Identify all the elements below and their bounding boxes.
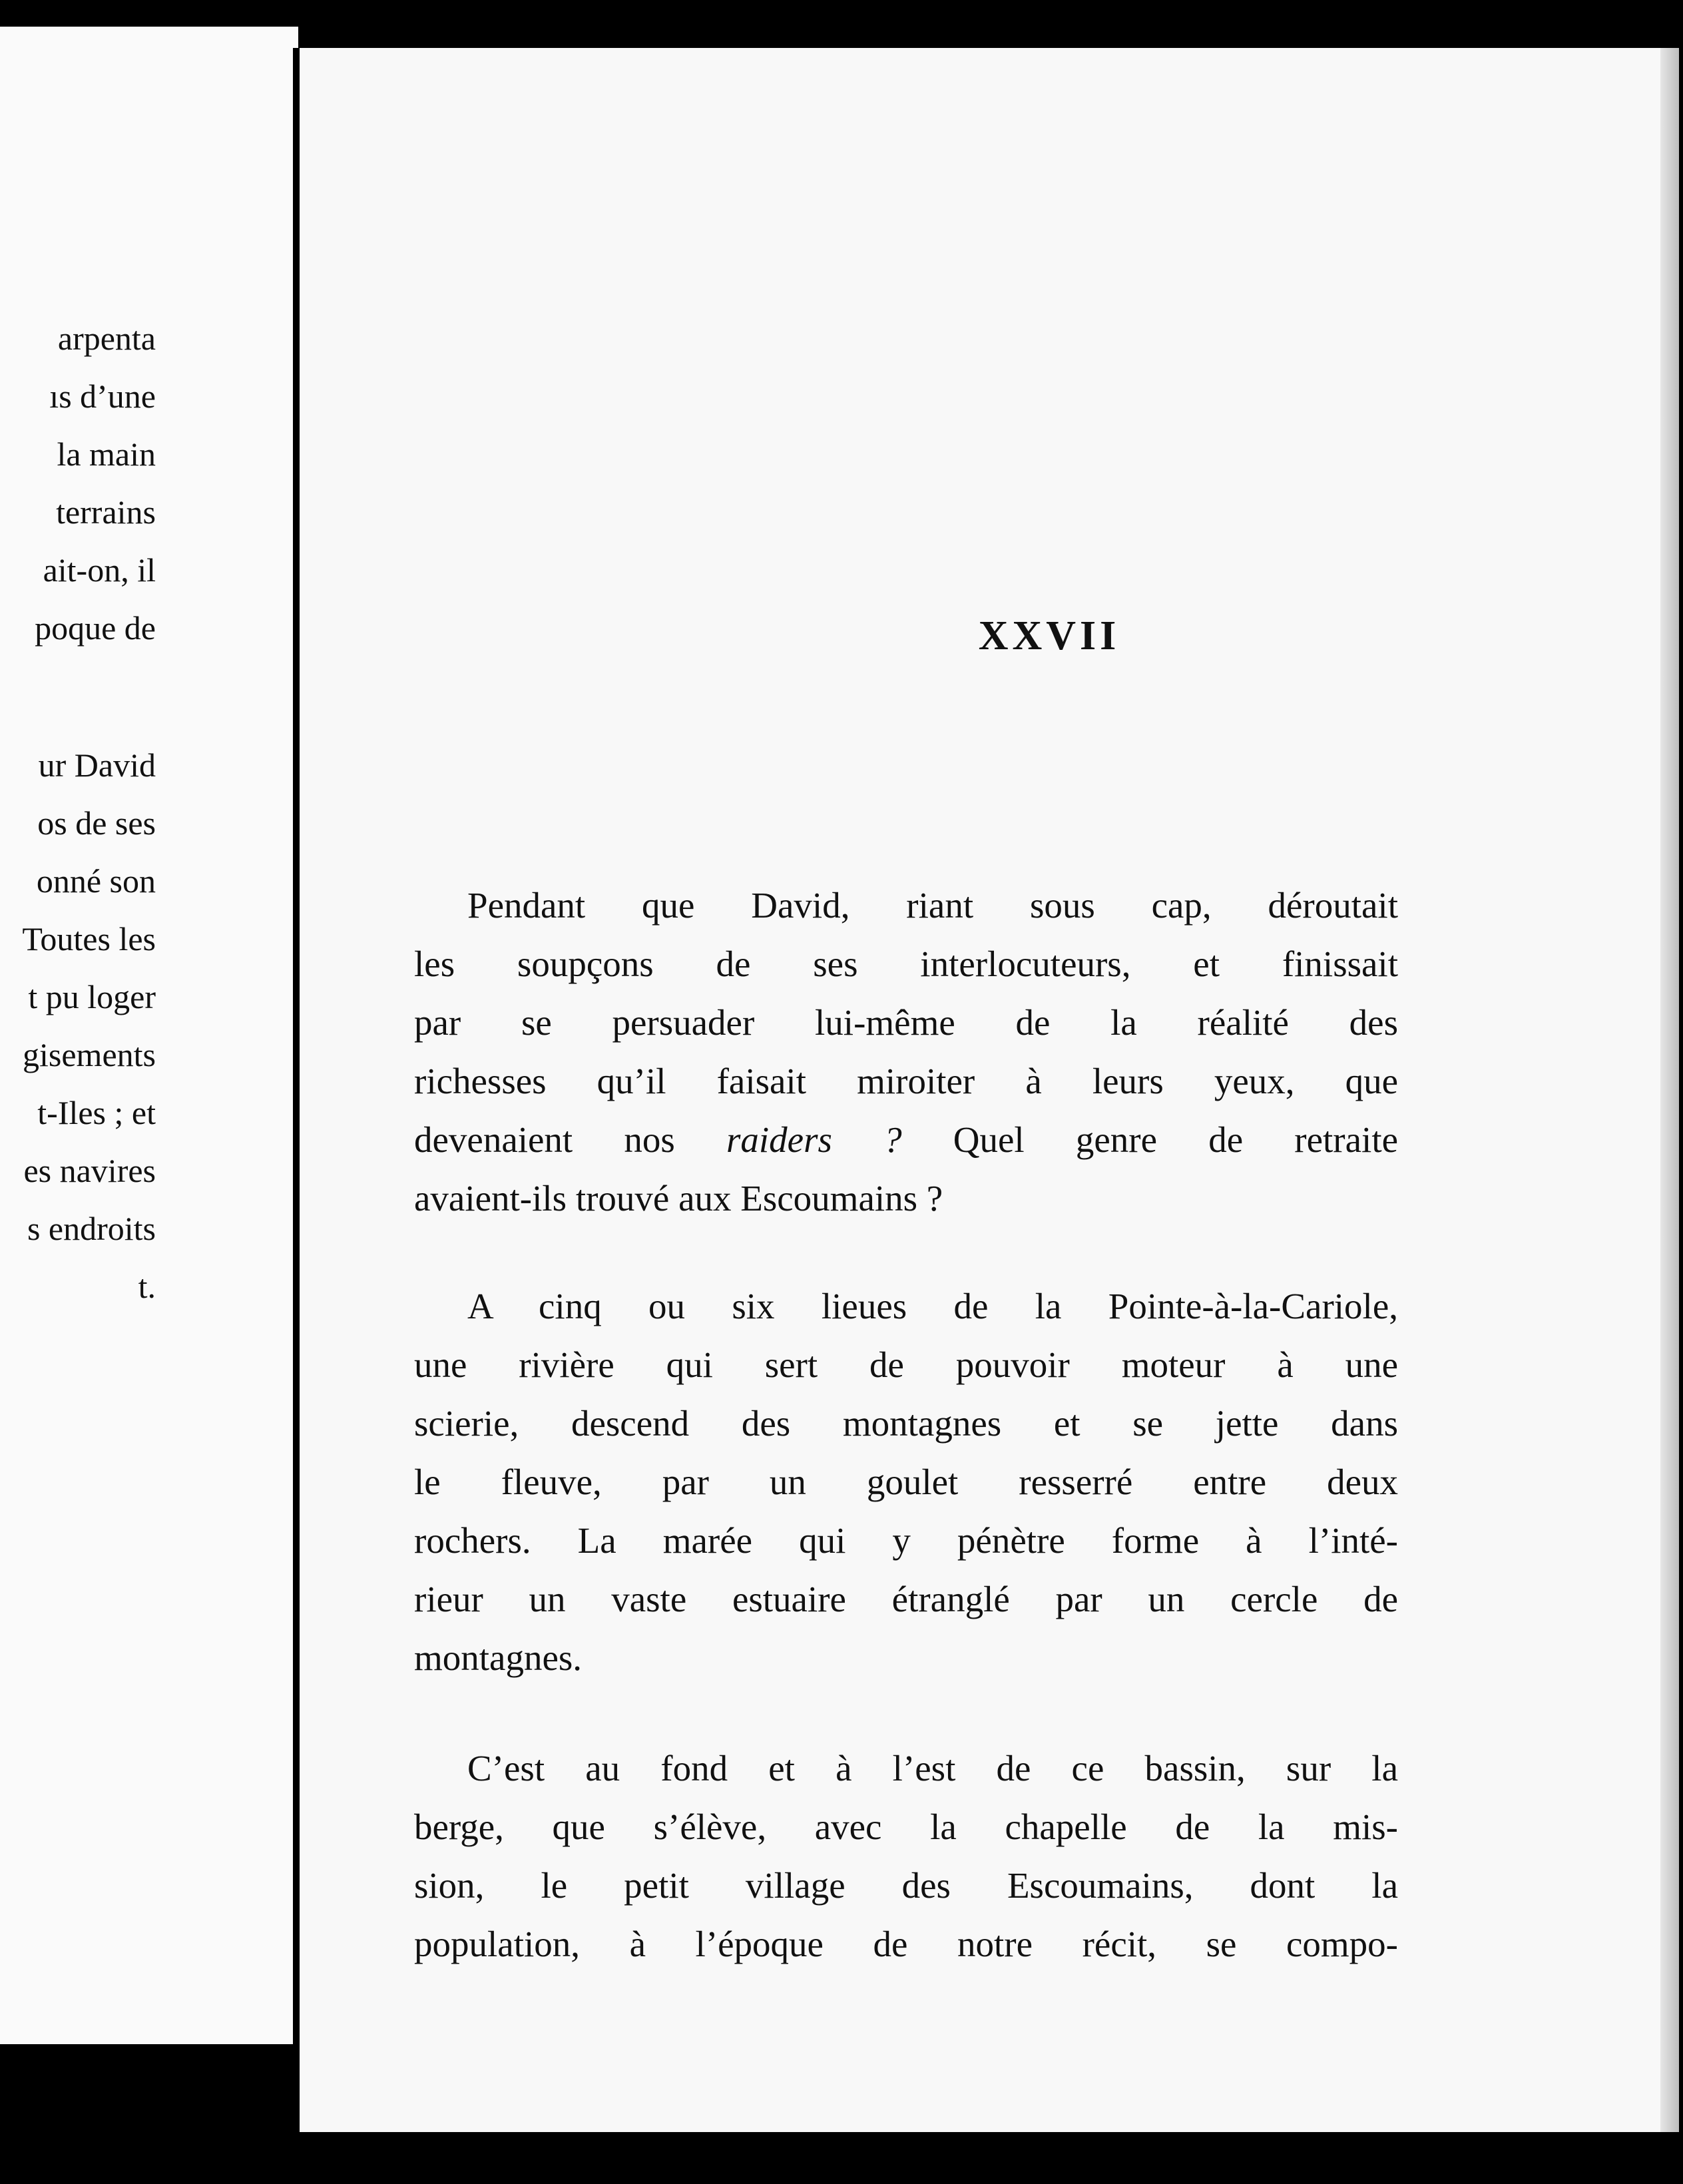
text-line: montagnes. — [414, 1637, 583, 1678]
text-segment: Quel genre de retraite — [953, 1119, 1399, 1160]
text-line: A cinq ou six lieues de la Pointe-à-la-Cariole, — [467, 1286, 1398, 1326]
left-line: arpenta — [57, 320, 156, 357]
text-line: richesses qu’il faisait miroiter à leurs yeux, que — [414, 1061, 1398, 1101]
chapter-heading: XXVII — [978, 613, 1120, 659]
text-line: berge, que s’élève, avec la chapelle de la mis- — [414, 1806, 1398, 1847]
left-line: t pu loger — [28, 978, 156, 1015]
text-line: Pendant que David, riant sous cap, déroutait — [467, 885, 1398, 926]
text-line: scierie, descend des montagnes et se jette dans — [414, 1403, 1398, 1444]
text-line: rieur un vaste estuaire étranglé par un cercle de — [414, 1579, 1398, 1619]
left-line: poque de — [35, 609, 156, 647]
left-line: ait-on, il — [43, 551, 156, 589]
text-line: une rivière qui sert de pouvoir moteur à une — [414, 1344, 1398, 1385]
left-line: gisements — [23, 1036, 156, 1073]
left-page-fragment — [0, 27, 298, 2044]
text-line: rochers. La marée qui y pénètre forme à l’inté- — [414, 1520, 1398, 1561]
left-line: terrains — [56, 493, 156, 531]
text-line: avaient-ils trouvé aux Escoumains ? — [414, 1178, 943, 1219]
text-line: par se persuader lui-même de la réalité des — [414, 1002, 1398, 1043]
left-line: Toutes les — [22, 920, 156, 957]
text-line: sion, le petit village des Escoumains, dont la — [414, 1865, 1398, 1906]
left-line: onné son — [36, 862, 156, 900]
left-line: t. — [138, 1268, 156, 1305]
text-line: C’est au fond et à l’est de ce bassin, sur la — [467, 1748, 1398, 1788]
left-line: ur David — [38, 746, 156, 784]
italic-word: raiders ? — [726, 1119, 902, 1160]
left-line: es navires — [23, 1152, 156, 1189]
left-line: la main — [57, 435, 156, 473]
text-line: population, à l’époque de notre récit, se compo- — [414, 1924, 1398, 1964]
left-line: ıs d’une — [49, 378, 156, 415]
text-line: le fleuve, par un goulet resserré entre deux — [414, 1462, 1398, 1502]
text-line: les soupçons de ses interlocuteurs, et finissait — [414, 944, 1398, 984]
text-segment: devenaient nos — [414, 1119, 675, 1160]
left-line: os de ses — [37, 804, 156, 842]
text-line — [414, 1121, 1398, 1158]
left-line: s endroits — [27, 1210, 156, 1247]
right-page — [293, 48, 1679, 2132]
left-line: t-Iles ; et — [37, 1094, 156, 1131]
